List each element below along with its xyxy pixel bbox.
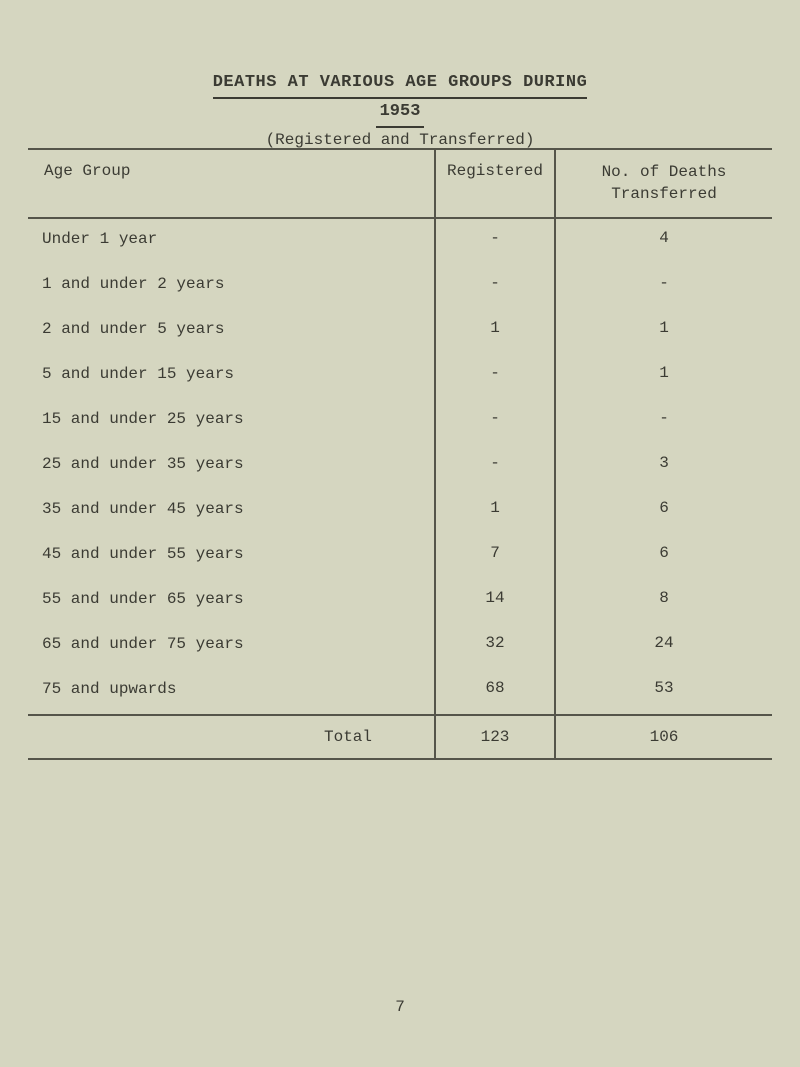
registered-cell: - — [435, 399, 555, 444]
registered-cell: 68 — [435, 669, 555, 715]
transferred-cell: 53 — [555, 669, 772, 715]
page-title-year: 1953 — [376, 101, 425, 128]
age-group-cell: 15 and under 25 years — [42, 410, 244, 429]
registered-cell: 1 — [435, 489, 555, 534]
table-row — [28, 669, 772, 715]
transferred-cell: 4 — [555, 218, 772, 264]
age-group-cell: 45 and under 55 years — [42, 545, 244, 564]
registered-cell: - — [435, 354, 555, 399]
document-header — [0, 0, 800, 151]
registered-cell: 32 — [435, 624, 555, 669]
transferred-cell: 1 — [555, 309, 772, 354]
column-header-age-group: Age Group — [28, 149, 435, 218]
table-row — [28, 624, 772, 669]
age-group-cell: 5 and under 15 years — [42, 365, 235, 384]
page-title: DEATHS AT VARIOUS AGE GROUPS DURING — [213, 72, 588, 99]
column-header-registered: Registered — [435, 149, 555, 218]
transferred-cell: 6 — [555, 489, 772, 534]
registered-cell: 1 — [435, 309, 555, 354]
transferred-cell: 1 — [555, 354, 772, 399]
age-group-cell: 65 and under 75 years — [42, 635, 244, 654]
page-subtitle: (Registered and Transferred) — [265, 130, 535, 149]
table-header-row — [28, 149, 772, 218]
registered-cell: - — [435, 444, 555, 489]
column-header-transferred: No. of Deaths Transferred — [555, 149, 772, 218]
transferred-cell: 24 — [555, 624, 772, 669]
age-group-cell: 75 and upwards — [42, 680, 177, 699]
age-group-cell: 25 and under 35 years — [42, 455, 244, 474]
registered-cell: 14 — [435, 579, 555, 624]
table-row — [28, 399, 772, 444]
table-row — [28, 489, 772, 534]
transferred-cell: - — [555, 264, 772, 309]
registered-cell: - — [435, 218, 555, 264]
table-row — [28, 444, 772, 489]
table-row — [28, 579, 772, 624]
total-transferred: 106 — [555, 715, 772, 759]
age-group-cell: 2 and under 5 years — [42, 320, 225, 339]
total-row — [28, 715, 772, 759]
table-row — [28, 264, 772, 309]
registered-cell: 7 — [435, 534, 555, 579]
total-registered: 123 — [435, 715, 555, 759]
table-row — [28, 309, 772, 354]
transferred-cell: 6 — [555, 534, 772, 579]
transferred-cell: 3 — [555, 444, 772, 489]
table-row — [28, 354, 772, 399]
page-number: 7 — [395, 998, 405, 1016]
age-group-cell: 35 and under 45 years — [42, 500, 244, 519]
table-row — [28, 534, 772, 579]
transferred-cell: 8 — [555, 579, 772, 624]
deaths-table — [28, 148, 772, 760]
age-group-cell: Under 1 year — [42, 230, 158, 249]
total-label: Total — [28, 715, 435, 759]
transferred-cell: - — [555, 399, 772, 444]
age-group-cell: 1 and under 2 years — [42, 275, 225, 294]
age-group-cell: 55 and under 65 years — [42, 590, 244, 609]
table-row — [28, 218, 772, 264]
registered-cell: - — [435, 264, 555, 309]
